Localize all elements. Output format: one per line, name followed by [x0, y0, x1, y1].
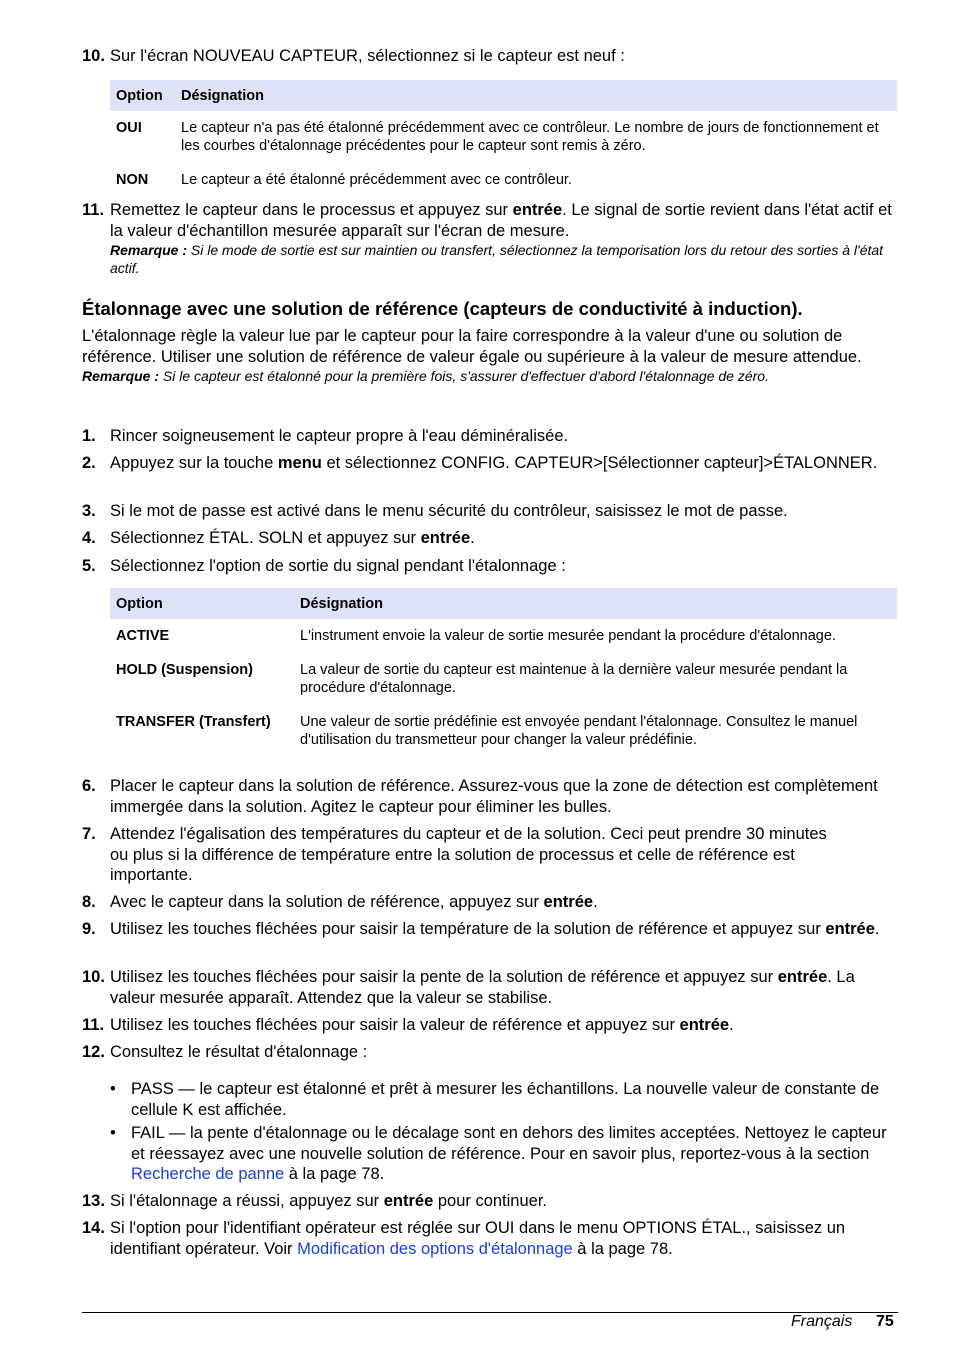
footer-divider — [82, 1312, 898, 1313]
step-number: 11. — [82, 1016, 105, 1034]
step-text: Si le mot de passe est activé dans le menu sécurité du contrôleur, saisissez le mot de passe. — [110, 502, 788, 520]
footer-language: Français — [791, 1313, 853, 1330]
text-segment: . — [729, 1016, 734, 1034]
text-segment: FAIL — la pente d'étalonnage ou le décalage sont en dehors des limites acceptées. Nettoyez le capteur et réessayez avec une nouvelle solution de référence. Pour en savoir plus, reportez-vous à la section — [131, 1124, 887, 1163]
step-number: 9. — [82, 920, 96, 938]
key-name: entrée — [543, 893, 594, 911]
result-pass-item — [110, 1079, 900, 1120]
key-name: menu — [277, 454, 322, 472]
option-description: L'instrument envoie la valeur de sortie mesurée pendant la procédure d'étalonnage. — [300, 628, 836, 644]
table-row — [110, 161, 897, 195]
step-text — [110, 892, 898, 913]
step-number: 10. — [82, 968, 105, 986]
step-number: 13. — [82, 1192, 105, 1210]
step-9 — [82, 919, 898, 940]
step-11 — [82, 1015, 898, 1036]
step-text: Attendez l'égalisation des températures du capteur et de la solution. Ceci peut prendre 30 minutes ou plus si la différence de température entre la solution de processus et celle de référence est importante. — [110, 825, 827, 884]
text-segment: Si l'étalonnage a réussi, appuyez sur — [110, 1192, 384, 1210]
note-text: Si le mode de sortie est sur maintien ou transfert, sélectionnez la temporisation lors du retour des sorties à l'état actif. — [110, 242, 884, 276]
signal-output-options-table — [110, 588, 897, 755]
table-header-row — [110, 80, 897, 111]
step-2 — [82, 453, 898, 474]
column-header-designation: Désignation — [175, 80, 897, 111]
page-number: 75 — [876, 1313, 894, 1330]
section-intro — [82, 326, 898, 385]
step-number: 11. — [82, 201, 105, 219]
note-text: Si le capteur est étalonné pour la première fois, s'assurer d'effectuer d'abord l'étalonnage de zéro. — [159, 368, 769, 384]
step-number: 1. — [82, 427, 96, 445]
step-text — [110, 1191, 898, 1212]
text-segment: . — [593, 893, 598, 911]
table-header-row — [110, 588, 897, 619]
key-name: entrée — [777, 968, 828, 986]
step-4 — [82, 528, 898, 549]
step-number: 7. — [82, 825, 96, 843]
calibration-options-link[interactable]: Modification des options d'étalonnage — [297, 1239, 573, 1258]
step-number: 3. — [82, 502, 96, 520]
step-6 — [82, 776, 898, 817]
step-number: 12. — [82, 1043, 105, 1061]
text-segment: Si l'option pour l'identifiant opérateur est réglée sur OUI dans le menu OPTIONS ÉTAL., saisissez un identifiant opérateur. Voir — [110, 1219, 846, 1258]
section-heading: Étalonnage avec une solution de référence (capteurs de conductivité à induction). — [82, 298, 803, 319]
step-text — [110, 919, 898, 940]
step-text: Rincer soigneusement le capteur propre à l'eau déminéralisée. — [110, 427, 569, 445]
new-sensor-options-table — [110, 80, 897, 195]
step-number: 6. — [82, 777, 96, 795]
step-13 — [82, 1191, 898, 1212]
option-description: Le capteur n'a pas été étalonné précédemment avec ce contrôleur. Le nombre de jours de fonctionnement et les courbes d'étalonnage précédentes pour le capteur sont remis à zéro. — [181, 120, 879, 154]
step-text — [110, 200, 898, 277]
option-name: ACTIVE — [116, 628, 170, 644]
step-number: 8. — [82, 893, 96, 911]
result-fail-item — [110, 1123, 900, 1185]
key-name: entrée — [383, 1192, 434, 1210]
step-number: 10. — [82, 47, 105, 65]
step-number: 2. — [82, 454, 96, 472]
step-10-new-sensor — [82, 46, 898, 67]
intro-text: L'étalonnage règle la valeur lue par le capteur pour la faire correspondre à la valeur d'une ou solution de référence. Utiliser une solution de référence de valeur égale ou supérieure à la valeur de mesure attendue. — [82, 327, 862, 366]
option-description: Une valeur de sortie prédéfinie est envoyée pendant l'étalonnage. Consultez le manuel d'utilisation du transmetteur pour changer la valeur prédéfinie. — [300, 714, 858, 748]
table-row — [110, 619, 897, 651]
step-text — [110, 1015, 898, 1036]
step-text: Sur l'écran NOUVEAU CAPTEUR, sélectionnez si le capteur est neuf : — [110, 47, 625, 65]
option-name: TRANSFER (Transfert) — [116, 714, 271, 730]
text-segment: Utilisez les touches fléchées pour saisir la valeur de référence et appuyez sur — [110, 1016, 680, 1034]
text-segment: . Le signal de sortie revient dans l'état actif et la valeur d'échantillon mesurée apparaît sur l'écran de mesure. — [110, 201, 892, 240]
bullet-text — [131, 1123, 900, 1185]
step-text — [110, 1218, 898, 1259]
note-label: Remarque : — [110, 242, 188, 258]
step-7 — [82, 824, 898, 886]
table-row — [110, 703, 897, 755]
step-11-return-sensor — [82, 200, 898, 277]
note — [110, 241, 898, 277]
key-name: entrée — [679, 1016, 730, 1034]
step-5 — [82, 556, 898, 577]
step-number: 4. — [82, 529, 96, 547]
note — [82, 367, 898, 385]
column-header-option: Option — [110, 588, 294, 619]
step-text — [110, 528, 898, 549]
step-10 — [82, 967, 898, 1008]
step-8 — [82, 892, 898, 913]
text-segment: Remettez le capteur dans le processus et appuyez sur — [110, 201, 513, 219]
option-name: NON — [116, 172, 149, 188]
step-14 — [82, 1218, 898, 1259]
bullet-text: PASS — le capteur est étalonné et prêt à mesurer les échantillons. La nouvelle valeur de constante de cellule K est affichée. — [131, 1080, 880, 1119]
text-segment: . — [470, 529, 475, 547]
step-number: 14. — [82, 1219, 105, 1237]
step-text: Placer le capteur dans la solution de référence. Assurez-vous que la zone de détection est complètement immergée dans la solution. Agitez le capteur pour éliminer les bulles. — [110, 777, 878, 816]
text-segment: Appuyez sur la touche — [110, 454, 278, 472]
key-name: entrée — [512, 201, 563, 219]
table-row — [110, 111, 897, 161]
text-segment: . La valeur mesurée apparaît. Attendez que la valeur se stabilise. — [110, 968, 855, 1007]
troubleshooting-link[interactable]: Recherche de panne — [131, 1165, 285, 1183]
column-header-option: Option — [110, 80, 175, 111]
option-description: La valeur de sortie du capteur est maintenue à la dernière valeur mesurée pendant la procédure d'étalonnage. — [300, 662, 848, 696]
step-text: Consultez le résultat d'étalonnage : — [110, 1043, 368, 1061]
step-number: 5. — [82, 557, 96, 575]
text-segment: et sélectionnez CONFIG. CAPTEUR>[Sélectionner capteur]>ÉTALONNER. — [321, 454, 878, 472]
step-text — [110, 967, 898, 1008]
option-description: Le capteur a été étalonné précédemment avec ce contrôleur. — [181, 172, 572, 188]
step-text — [110, 453, 898, 474]
key-name: entrée — [420, 529, 471, 547]
table-row — [110, 651, 897, 703]
text-segment: à la page 78. — [572, 1239, 673, 1258]
bullet-marker: • — [110, 1080, 116, 1098]
step-3 — [82, 501, 898, 522]
text-segment: Utilisez les touches fléchées pour saisir la température de la solution de référence et appuyez sur — [110, 920, 826, 938]
bullet-marker: • — [110, 1124, 116, 1142]
text-segment: Sélectionnez ÉTAL. SOLN et appuyez sur — [110, 529, 421, 547]
step-12 — [82, 1042, 898, 1063]
step-text: Sélectionnez l'option de sortie du signal pendant l'étalonnage : — [110, 557, 566, 575]
text-segment: à la page 78. — [284, 1165, 385, 1183]
text-segment: . — [874, 920, 880, 938]
text-segment: Avec le capteur dans la solution de référence, appuyez sur — [110, 893, 544, 911]
step-1 — [82, 426, 898, 447]
option-name: OUI — [116, 120, 142, 136]
key-name: entrée — [825, 920, 875, 938]
text-segment: Utilisez les touches fléchées pour saisir la pente de la solution de référence et appuyez sur — [110, 968, 778, 986]
note-label: Remarque : — [82, 368, 160, 384]
option-name: HOLD (Suspension) — [116, 662, 253, 678]
column-header-designation: Désignation — [294, 588, 897, 619]
text-segment: pour continuer. — [433, 1192, 548, 1210]
